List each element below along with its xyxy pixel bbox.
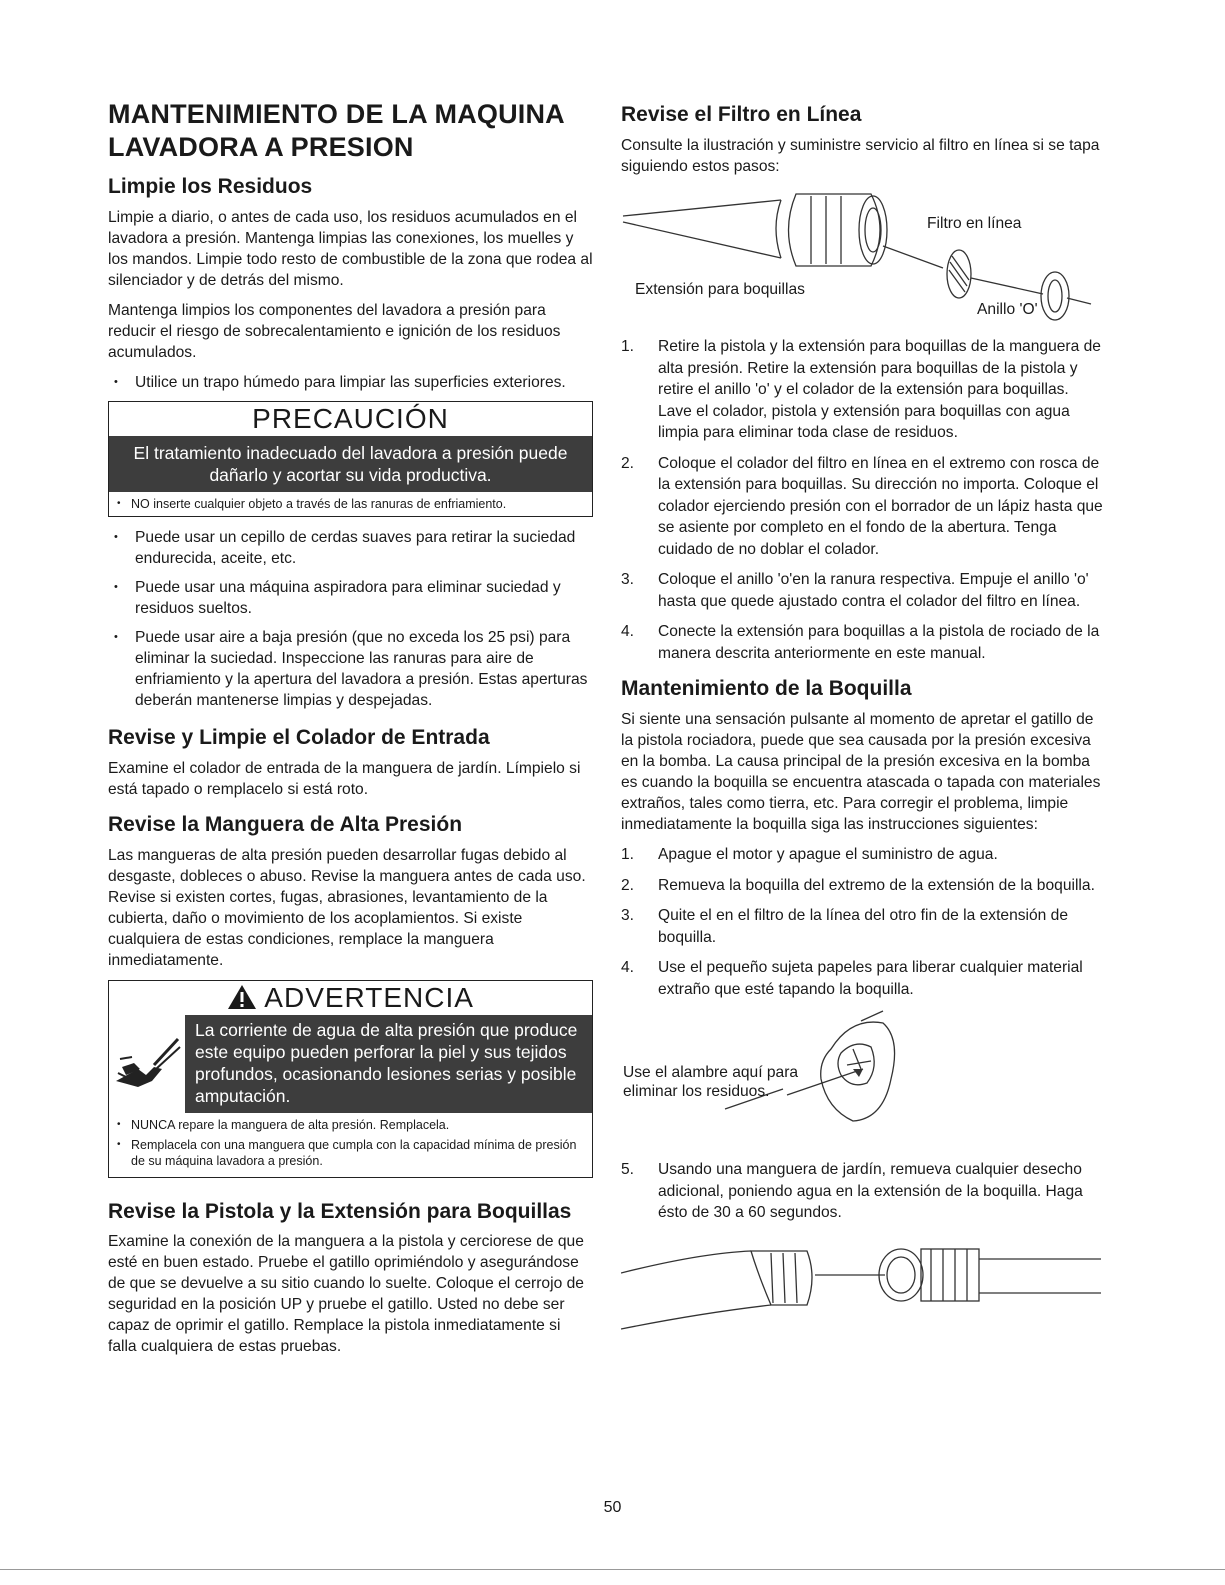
hose-heading: Revise la Manguera de Alta Presión xyxy=(108,813,463,836)
warning-box xyxy=(108,980,593,1178)
warning-triangle-icon xyxy=(227,982,264,1013)
hose-drawing xyxy=(621,1233,1106,1343)
list-item: 3. Quite el en el filtro de la línea del otro fin de la extensión de boquilla. xyxy=(621,907,1069,946)
warning-title: ADVERTENCIA xyxy=(264,982,474,1013)
list-item: 1. Apague el motor y apague el suministro de agua. xyxy=(621,846,998,863)
extension-label: Extensión para boquillas xyxy=(635,281,805,298)
filter-steps xyxy=(621,336,1106,664)
filter-label: Filtro en línea xyxy=(927,215,1022,232)
list-item: • Utilice un trapo húmedo para limpiar las superficies exteriores. xyxy=(108,372,593,393)
nozzle-illustration xyxy=(621,1009,1106,1149)
hose-illustration xyxy=(621,1233,1106,1343)
list-item: 1. Retire la pistola y la extensión para boquillas de la manguera de alta presión. Retire la extensión para boquillas de la pistola y retire el anillo 'o' y el colador de la extensión para boquillas. Lave el colador, pistola y extensión para boquillas con agua limpia para eliminar toda clase de residuos. xyxy=(621,338,1101,441)
caution-title: PRECAUCIÓN xyxy=(252,403,449,434)
clean-heading: Limpie los Residuos xyxy=(108,175,313,198)
nozzle-steps xyxy=(621,844,1106,1000)
gun-heading: Revise la Pistola y la Extensión para Boquillas xyxy=(108,1200,572,1223)
warning-item: • Remplacela con una manguera que cumpla con la capacidad mínima de presión de su máquina lavadora a presión. xyxy=(109,1137,592,1169)
filter-intro: Consulte la ilustración y suministre servicio al filtro en línea si se tapa siguiendo estos pasos: xyxy=(621,137,1100,175)
left-column xyxy=(108,98,593,1366)
list-item: • Puede usar un cepillo de cerdas suaves para retirar la suciedad endurecida, aceite, etc. xyxy=(108,527,593,569)
clean-paragraph-1: Limpie a diario, o antes de cada uso, los residuos acumulados en el lavadora a presión. Mantenga limpias las conexiones, los muelles y los mandos. Limpie todo resto de combustible de la zona que rodea al silenciador y de detrás del mismo. xyxy=(108,209,593,289)
strainer-text: Examine el colador de entrada de la manguera de jardín. Límpielo si está tapado o remplacelo si está roto. xyxy=(108,760,581,798)
warning-body xyxy=(109,1015,592,1113)
list-item: • Puede usar una máquina aspiradora para eliminar suciedad y residuos sueltos. xyxy=(108,577,593,619)
caution-message: El tratamiento inadecuado del lavadora a presión puede dañarlo y acortar su vida productiva. xyxy=(109,436,592,492)
list-item: 2. Coloque el colador del filtro en línea en el extremo con rosca de la extensión para boquillas. Su dirección no importa. Coloque el colador ejerciendo presión con el borrador de un lápiz hasta que se asiente por completo en el fondo de la abertura. Tenga cuidado de no doblar el colador. xyxy=(621,454,1103,558)
warning-title-row xyxy=(109,981,592,1015)
wire-label: Use el alambre aquí para eliminar los residuos. xyxy=(623,1064,799,1100)
caution-box xyxy=(108,401,593,517)
list-item: 4. Use el pequeño sujeta papeles para liberar cualquier material extraño que esté tapando la boquilla. xyxy=(621,959,1083,998)
strainer-heading: Revise y Limpie el Colador de Entrada xyxy=(108,726,490,749)
list-item: 3. Coloque el anillo 'o'en la ranura respectiva. Empuje el anillo 'o' hasta que quede ajustado contra el colador del filtro en línea. xyxy=(621,571,1089,610)
filter-heading: Revise el Filtro en Línea xyxy=(621,103,862,126)
filter-illustration xyxy=(621,186,1106,336)
right-column xyxy=(621,98,1106,1343)
bottom-divider xyxy=(0,1569,1225,1570)
nozzle-intro: Si siente una sensación pulsante al momento de apretar el gatillo de la pistola rociadora, puede que sea causada por la presión excesiva en la bomba. La causa principal de la presión excesiva en la bomba es cuando la boquilla se encuentra atascada o tapada con materiales extraños, tales como tierra, etc. Para corregir el problema, limpie inmediatamente la boquilla siga las instrucciones siguientes: xyxy=(621,711,1101,833)
oring-label: Anillo 'O' xyxy=(977,301,1038,318)
warning-item: • NUNCA repare la manguera de alta presión. Remplacela. xyxy=(109,1117,592,1133)
hand-injection-icon xyxy=(109,1015,185,1113)
gun-text: Examine la conexión de la manguera a la pistola y cerciorese de que esté en buen estado. Pruebe el gatillo oprimiéndolo y asegurándose de que se devuelve a su sitio cuando lo suelte. Coloque el cerrojo de seguridad en la posición UP y pruebe el gatillo. Usted no debe ser capaz de oprimir el gatillo. Remplace la pistola inmediatamente si falla cualquiera de estas pruebas. xyxy=(108,1233,584,1355)
warning-message: La corriente de agua de alta presión que produce este equipo pueden perforar la piel y sus tejidos profundos, ocasionando lesiones serias y posible amputación. xyxy=(185,1015,592,1113)
nozzle-heading: Mantenimiento de la Boquilla xyxy=(621,677,912,700)
list-item: 2. Remueva la boquilla del extremo de la extensión de la boquilla. xyxy=(621,876,1095,894)
hose-text: Las mangueras de alta presión pueden desarrollar fugas debido al desgaste, dobleces o abuso. Revise la manguera antes de cada uso. Revise si existen cortes, fugas, abrasiones, levantamiento de la cubierta, daño o movimiento de los acoplamientos. Si existe cualquiera de estas condiciones, remplace la manguera inmediatamente. xyxy=(108,847,586,969)
caution-item: • NO inserte cualquier objeto a través de las ranuras de enfriamiento. xyxy=(109,496,592,512)
list-item: 4. Conecte la extensión para boquillas a la pistola de rociado de la manera descrita anteriormente en este manual. xyxy=(621,623,1100,662)
page-number: 50 xyxy=(603,1499,622,1516)
clean-paragraph-2: Mantenga limpios los componentes del lavadora a presión para reducir el riesgo de sobrecalentamiento e ignición de los residuos acumulados. xyxy=(108,302,561,361)
list-item: 5. Usando una manguera de jardín, remueva cualquier desecho adicional, poniendo agua en la extensión de la boquilla. Haga ésto de 30 a 60 segundos. xyxy=(621,1161,1083,1221)
page-title: MANTENIMIENTO DE LA MAQUINA LAVADORA A PRESION xyxy=(108,99,564,162)
list-item: • Puede usar aire a baja presión (que no exceda los 25 psi) para eliminar la suciedad. Inspeccione las ranuras para aire de enfriamiento y la apertura del lavadora a presión. Estas aperturas deberán mantenerse limpias y despejadas. xyxy=(108,627,593,711)
